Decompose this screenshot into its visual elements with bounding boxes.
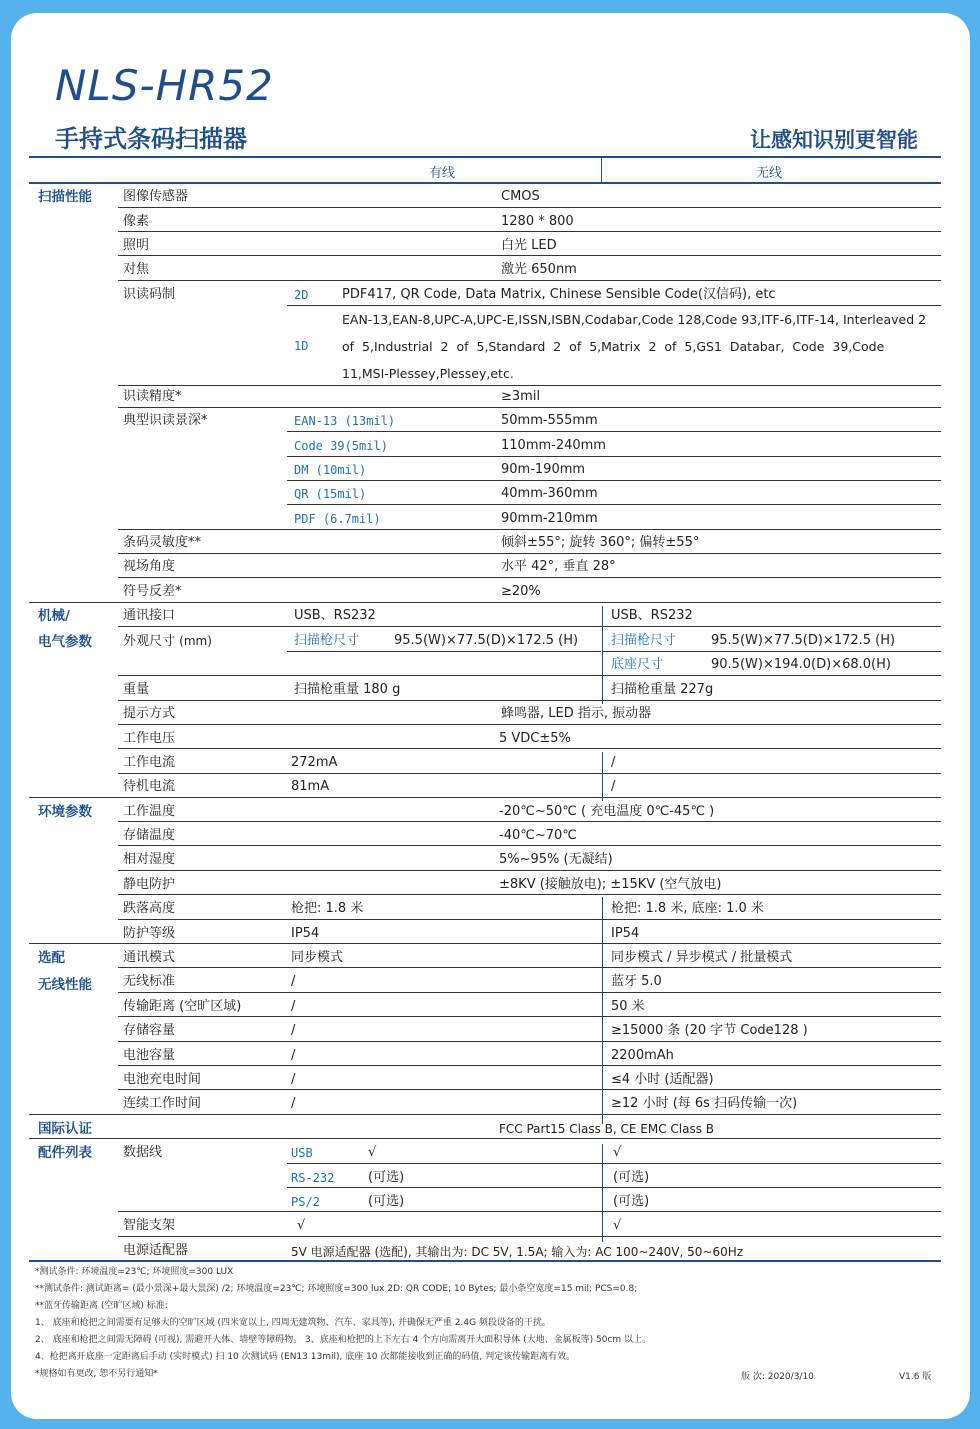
spec-value: 5 VDC±5% xyxy=(499,731,571,746)
spec-value-wired: 81mA xyxy=(291,779,330,794)
spec-value: ≥3mil xyxy=(501,389,541,404)
spec-label: 电池容量 xyxy=(123,1048,176,1063)
spec-label xyxy=(123,633,212,650)
power-adapter-value: 5V 电源适配器 (选配), 其输出为: DC 5V, 1.5A; 输入为: AC 100~240V, 50~60Hz xyxy=(291,1245,744,1259)
row-rule xyxy=(118,773,941,774)
row-rule xyxy=(287,1187,941,1188)
table-bottom-rule xyxy=(29,1260,941,1262)
spec-value-wireless: ≥15000 条 (20 字节 Code128 ) xyxy=(611,1023,808,1038)
spec-label: 数据线 xyxy=(123,1145,163,1160)
category-wireless: 选配 xyxy=(38,950,65,966)
spec-value: 1280 * 800 xyxy=(501,214,574,229)
row-rule xyxy=(287,456,941,457)
version-label: V1.6 版 xyxy=(899,1372,932,1382)
footnote: 1、 底座和枪把之间需要有足够大的空旷区域 (四米宽以上, 四周无建筑物、汽车、家具等), 并确保无严重 2.4G 频段设备的干扰。 xyxy=(35,1318,551,1328)
dof-code: EAN-13 (13mil) xyxy=(294,414,396,428)
header-rule-top xyxy=(29,156,941,158)
category-accessories: 配件列表 xyxy=(38,1145,92,1161)
category-cert: 国际认证 xyxy=(38,1121,92,1137)
spec-value-wired: / xyxy=(291,1048,296,1063)
column-header-wireless: 无线 xyxy=(756,166,783,181)
spec-value: 蜂鸣器, LED 指示, 振动器 xyxy=(501,706,652,721)
spec-label: 电池充电时间 xyxy=(123,1072,202,1087)
row-rule xyxy=(287,651,601,652)
footnote: **蓝牙传输距离 (空旷区域) 标准: xyxy=(35,1301,168,1311)
header-rule-bottom xyxy=(29,182,941,184)
category-wireless: 无线性能 xyxy=(38,977,92,993)
dof-code: Code 39(5mil) xyxy=(294,439,388,453)
row-rule xyxy=(118,255,941,256)
footnote: *测试条件: 环境温度=23℃; 环境照度=300 LUX xyxy=(35,1267,234,1277)
row-rule xyxy=(287,305,941,306)
cert-value: FCC Part15 Class B, CE EMC Class B xyxy=(499,1122,715,1136)
spec-value-wired: IP54 xyxy=(291,926,320,941)
spec-value-wired: 枪把: 1.8 米 xyxy=(291,901,364,916)
row-rule xyxy=(118,748,941,749)
row-rule xyxy=(118,821,941,822)
row-rule xyxy=(118,553,941,554)
spec-value: 倾斜±55°; 旋转 360°; 偏转±55° xyxy=(501,535,700,550)
row-rule xyxy=(118,1065,941,1066)
spec-label: 视场角度 xyxy=(123,559,176,574)
row-rule xyxy=(118,992,941,993)
row-rule xyxy=(118,231,941,232)
spec-label: 符号反差* xyxy=(123,584,182,599)
category-mech: 电气参数 xyxy=(38,634,92,650)
row-rule xyxy=(118,1236,941,1237)
spec-label: 重量 xyxy=(123,682,150,697)
symbology-1d-list: EAN-13,EAN-8,UPC-A,UPC-E,ISSN,ISBN,Codabar,Code 128,Code 93,ITF-6,ITF-14, Interleaved 2 xyxy=(342,312,927,327)
row-rule xyxy=(118,385,941,386)
symbology-1d-tag: 1D xyxy=(294,339,309,353)
cable-wired: √ xyxy=(368,1145,377,1160)
row-rule xyxy=(287,431,941,432)
spec-value: 激光 650nm xyxy=(501,262,577,277)
spec-value-wired: / xyxy=(291,974,296,989)
dof-range: 40mm-360mm xyxy=(501,486,598,501)
row-rule xyxy=(602,651,941,652)
spec-value-wireless: / xyxy=(611,779,616,794)
cable-wired: (可选) xyxy=(368,1194,405,1209)
spec-label: 无线标准 xyxy=(123,974,176,989)
row-rule xyxy=(118,1016,941,1017)
row-rule xyxy=(118,407,941,408)
spec-label: 通讯模式 xyxy=(123,950,176,965)
spec-value-wired: 同步模式 xyxy=(291,950,344,965)
scanner-size-tag: 扫描枪尺寸 xyxy=(611,633,677,648)
spec-value: 5%~95% (无凝结) xyxy=(499,852,613,867)
spec-label: 图像传感器 xyxy=(123,189,189,204)
category-mech: 机械/ xyxy=(38,608,70,624)
column-divider-mech xyxy=(602,606,603,704)
spec-value-wireless: 90.5(W)×194.0(D)×68.0(H) xyxy=(711,657,891,672)
spec-label: 工作温度 xyxy=(123,804,176,819)
category-env: 环境参数 xyxy=(38,804,92,820)
footnote: *规格如有更改, 恕不另行通知* xyxy=(35,1369,158,1379)
product-subtitle: 手持式条码扫描器 xyxy=(55,125,247,153)
spec-label: 智能支架 xyxy=(123,1218,176,1233)
spec-label: 电源适配器 xyxy=(123,1243,189,1258)
symbology-1d-list: 11,MSI-Plessey,Plessey,etc. xyxy=(342,366,514,381)
base-size-tag: 底座尺寸 xyxy=(611,657,664,672)
row-rule xyxy=(118,967,941,968)
spec-label: 待机电流 xyxy=(123,779,176,794)
dof-code: QR (15mil) xyxy=(294,487,367,501)
stand-wireless: √ xyxy=(613,1218,622,1233)
spec-label: 跌落高度 xyxy=(123,901,176,916)
row-rule xyxy=(118,1041,941,1042)
spec-value-wireless: USB、RS232 xyxy=(611,608,693,623)
spec-value-wireless: / xyxy=(611,755,616,770)
column-divider-current xyxy=(602,752,603,801)
dof-range: 90m-190mm xyxy=(501,462,586,477)
row-rule xyxy=(118,280,941,281)
symbology-1d-list: of 5,Industrial 2 of 5,Standard 2 of 5,Matrix 2 of 5,GS1 Databar, Code 39,Code xyxy=(342,339,885,354)
brand-slogan: 让感知识别更智能 xyxy=(750,128,918,152)
spec-value: 水平 42°, 垂直 28° xyxy=(501,559,616,574)
scanner-size-tag: 扫描枪尺寸 xyxy=(294,633,360,648)
dof-range: 110mm-240mm xyxy=(501,438,606,453)
row-rule xyxy=(118,724,941,725)
row-rule xyxy=(118,529,941,530)
row-rule xyxy=(118,626,941,627)
column-header-wired: 有线 xyxy=(429,166,456,181)
dof-range: 90mm-210mm xyxy=(501,511,598,526)
edition-date: 版 次: 2020/3/10 xyxy=(741,1372,814,1382)
cable-wireless: (可选) xyxy=(613,1170,650,1185)
spec-label: 工作电压 xyxy=(123,731,176,746)
spec-value-wireless: IP54 xyxy=(611,926,640,941)
row-rule xyxy=(118,870,941,871)
spec-value: ≥20% xyxy=(501,584,541,599)
spec-value: CMOS xyxy=(501,189,540,204)
row-rule xyxy=(29,1114,941,1115)
cable-wireless: √ xyxy=(613,1145,622,1160)
row-rule xyxy=(29,1138,941,1139)
dof-code: DM (10mil) xyxy=(294,463,367,477)
spec-label: 存储容量 xyxy=(123,1023,176,1038)
spec-value: 白光 LED xyxy=(501,238,557,253)
spec-value-wireless: 50 米 xyxy=(611,999,645,1014)
spec-value-wireless: 同步模式 / 异步模式 / 批量模式 xyxy=(611,950,793,965)
cable-wired: (可选) xyxy=(368,1170,405,1185)
row-rule xyxy=(118,1211,941,1212)
row-rule xyxy=(29,797,941,798)
spec-label: 像素 xyxy=(123,214,150,229)
spec-value-wireless: 95.5(W)×77.5(D)×172.5 (H) xyxy=(711,633,896,648)
spec-label: 照明 xyxy=(123,238,150,253)
footnote: **测试条件: 测试距离= (最小景深+最大景深) /2; 环境温度=23℃; 环境照度=300 lux 2D: QR CODE; 10 Bytes; 最小条空宽度=15 mil; PCS=0.8; xyxy=(35,1284,638,1294)
spec-label: 识读精度* xyxy=(123,389,182,404)
spec-label: 通讯接口 xyxy=(123,608,176,623)
spec-label: 工作电流 xyxy=(123,755,176,770)
row-rule xyxy=(118,919,941,920)
spec-label: 存储温度 xyxy=(123,828,176,843)
spec-value: -40℃~70℃ xyxy=(499,828,577,843)
dof-code: PDF (6.7mil) xyxy=(294,512,381,526)
spec-value-wireless: ≤4 小时 (适配器) xyxy=(611,1072,714,1087)
stand-wired: √ xyxy=(297,1218,306,1233)
cable-tag: USB xyxy=(291,1146,313,1160)
column-divider-acc xyxy=(602,1144,603,1242)
spec-value-wireless: 扫描枪重量 227g xyxy=(611,682,714,697)
spec-label: 防护等级 xyxy=(123,926,176,941)
row-rule xyxy=(287,504,941,505)
spec-label: 静电防护 xyxy=(123,877,176,892)
symbology-2d-list: PDF417, QR Code, Data Matrix, Chinese Sensible Code(汉信码), etc xyxy=(342,287,776,302)
footnote: 2、 底座和枪把之间需无障碍 (可视), 需避开人体、墙壁等障碍物。 3、底座和枪把的上下左右 4 个方向需离开大面积导体 (大地、金属板等) 50cm 以上。 xyxy=(35,1335,652,1345)
spec-sheet xyxy=(11,13,970,1419)
symbology-2d-tag: 2D xyxy=(294,288,309,302)
spec-label: 识读码制 xyxy=(123,287,176,302)
spec-label: 相对湿度 xyxy=(123,852,176,867)
spec-value-wired: / xyxy=(291,999,296,1014)
header-divider xyxy=(601,158,602,182)
category-scan: 扫描性能 xyxy=(38,189,92,205)
spec-label: 对焦 xyxy=(123,262,150,277)
cable-tag: RS-232 xyxy=(291,1171,335,1185)
spec-value-wireless: ≥12 小时 (每 6s 扫码传输一次) xyxy=(611,1096,798,1111)
spec-value-wired: 272mA xyxy=(291,755,338,770)
spec-value-wireless: 枪把: 1.8 米, 底座: 1.0 米 xyxy=(611,901,764,916)
dof-range: 50mm-555mm xyxy=(501,413,598,428)
row-rule xyxy=(118,700,941,701)
row-rule xyxy=(29,602,941,603)
row-rule xyxy=(29,943,941,944)
dimension-label: 外观尺寸 xyxy=(123,634,176,649)
spec-value: -20℃~50℃ ( 充电温度 0℃-45℃ ) xyxy=(499,804,715,819)
spec-value-wired: USB、RS232 xyxy=(294,608,376,623)
spec-value-wired: / xyxy=(291,1023,296,1038)
spec-label: 传输距离 (空旷区域) xyxy=(123,999,242,1014)
row-rule xyxy=(287,1163,941,1164)
row-rule xyxy=(118,845,941,846)
product-model: NLS-HR52 xyxy=(55,61,274,110)
spec-value: ±8KV (接触放电); ±15KV (空气放电) xyxy=(499,877,722,892)
spec-label: 典型识读景深* xyxy=(123,413,208,428)
spec-value-wired: / xyxy=(291,1096,296,1111)
row-rule xyxy=(287,480,941,481)
row-rule xyxy=(118,577,941,578)
spec-value-wired: / xyxy=(291,1072,296,1087)
spec-value-wireless: 蓝牙 5.0 xyxy=(611,974,662,989)
row-rule xyxy=(118,207,941,208)
footnote: 4、枪把离开底座一定距离后手动 (实时模式) 扫 10 次测试码 (EN13 13mil), 底座 10 次都能接收到正确的码值, 判定该传输距离有效。 xyxy=(35,1352,576,1362)
spec-label: 提示方式 xyxy=(123,706,176,721)
spec-value-wired: 扫描枪重量 180 g xyxy=(294,682,401,697)
row-rule xyxy=(118,1089,941,1090)
spec-label: 条码灵敏度** xyxy=(123,535,202,550)
dimension-unit: (mm) xyxy=(179,634,212,648)
row-rule xyxy=(118,894,941,895)
cable-tag: PS/2 xyxy=(291,1195,320,1209)
spec-value-wired: 95.5(W)×77.5(D)×172.5 (H) xyxy=(394,633,579,648)
spec-value-wireless: 2200mAh xyxy=(611,1048,674,1063)
cable-wireless: (可选) xyxy=(613,1194,650,1209)
spec-label: 连续工作时间 xyxy=(123,1096,202,1111)
row-rule xyxy=(118,675,941,676)
